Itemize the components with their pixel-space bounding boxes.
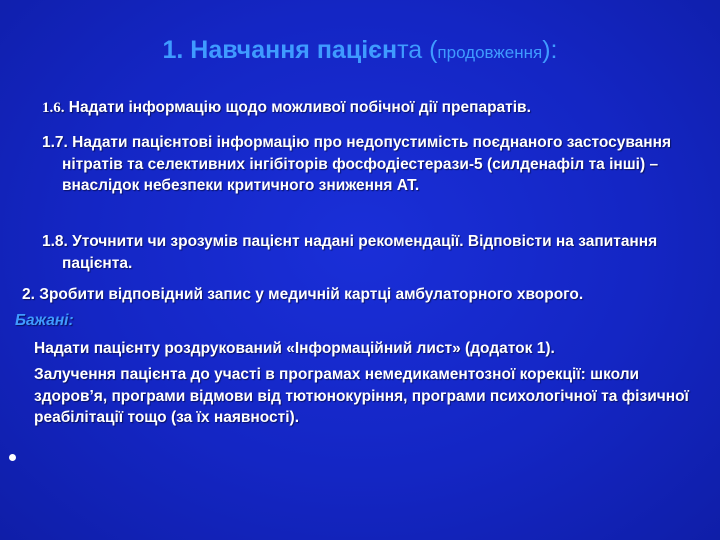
item-1-6-text: Надати інформацію щодо можливої побічної дії препаратів. [64,99,531,116]
title-part-1: 1. Навчання пацієн [162,36,398,64]
desired-item-1: Надати пацієнту роздрукований «Інформаційний лист» (додаток 1). [34,340,555,357]
title-part-4: ): [542,36,558,64]
item-1-8: 1.8. Уточнити чи зрозумів пацієнт надані рекомендації. Відповісти на запитання пацієнта. [42,233,658,272]
item-1-6-number: 1.6. [42,100,65,116]
empty-bullet-icon [9,454,16,461]
item-2: 2. Зробити відповідний запис у медичній картці амбулаторного хворого. [22,286,584,303]
item-1-7: 1.7. Надати пацієнтові інформацію про недопустимість поєднаного застосування нітратів та селективних інгібіторів фосфодіестерази-5 (силденафіл та інші) – внаслідок небезпеки критичного зниження АТ. [42,134,672,194]
item-1-6 [42,97,702,120]
desired-item-2: Залучення пацієнта до участі в програмах немедикаментозної корекції: школи здоров’я, програми відмови від тютюнокуріння, програми психологічної та фізичної реабілітації тощо (за їх наявності). [34,366,689,426]
slide-title [0,30,720,73]
title-part-2: та ( [397,36,438,64]
title-part-3: продовження [437,43,543,62]
desired-heading: Бажані: [15,312,74,329]
